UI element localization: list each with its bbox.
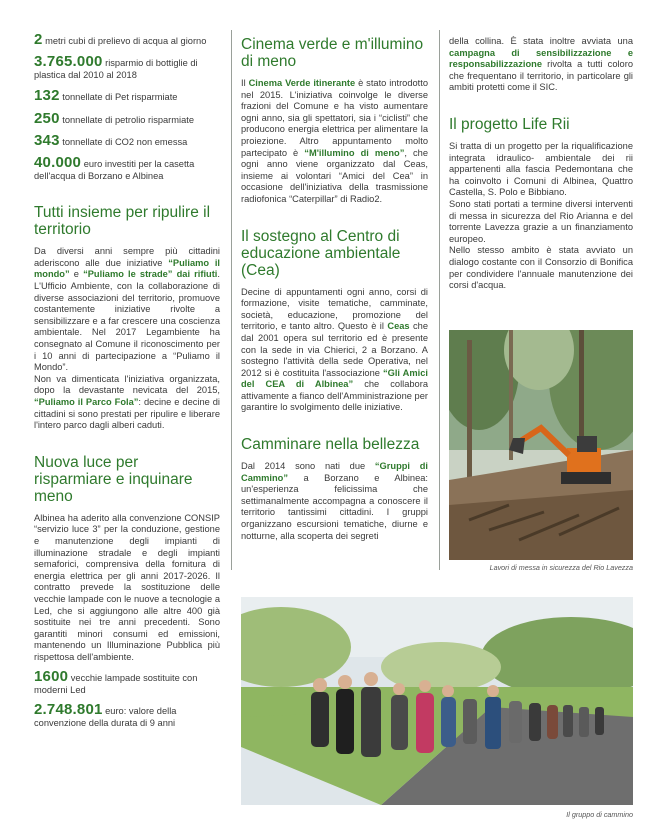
cea-paragraph: Decine di appuntamenti ogni anno, corsi di formazione, visite tematiche, camminate, società, educazione, promozione del territorio, e tanto altro. Questo è il Ceas che dal 2001 opera sul territorio ed è presente con la sede in via Chierici, 2 a Borzano. A sostegno l'attività della sede Operativa, nel 2012 si è costituita l'associazione “Gli Amici del CEA di Albinea” che collabora attivamente a fianco dell'Amministrazione per garantire lo svolgimento delle iniziative. bbox=[241, 286, 428, 413]
section-title-cleanup: Tutti insieme per ripulire il territorio bbox=[34, 204, 211, 239]
section-title-walking: Camminare nella bellezza bbox=[241, 436, 420, 454]
life-rii-paragraph-3: Nello stesso ambito è stata avviato un dialogo costante con il Consorzio di Bonifica per condividere l'annuale manutenzione dei corsi d'acqua. bbox=[449, 245, 633, 291]
section-title-life-rii: Il progetto Life Rii bbox=[449, 115, 570, 133]
column-divider bbox=[439, 30, 440, 570]
section-title-lighting: Nuova luce per risparmiare e inquinare meno bbox=[34, 453, 193, 505]
excavator-photo bbox=[449, 330, 633, 560]
stat-item: 1600 vecchie lampade sostituite con moderni Led bbox=[34, 668, 198, 695]
life-rii-paragraph-2: Sono stati portati a termine diversi interventi di messa in sicurezza del Rio Arianna e del torrente Lavezza grazie a un finanziamento europeo. bbox=[449, 198, 633, 244]
walkers-caption: Il gruppo di cammino bbox=[566, 810, 633, 819]
column-divider bbox=[231, 30, 232, 570]
section-title-cinema: Cinema verde e m'illumino di meno bbox=[241, 36, 424, 70]
column-right bbox=[449, 0, 633, 292]
stats-list bbox=[34, 31, 220, 182]
column-left bbox=[34, 0, 220, 729]
stat-item: 2 metri cubi di prelievo di acqua al giorno bbox=[34, 31, 207, 48]
lighting-paragraph: Albinea ha aderito alla convenzione CONSIP “servizio luce 3” per la conduzione, gestione e manutenzione degli impianti di illuminazione stradale e degli impianti semaforici, comprensiva della fornitura di energia elettrica per gli anni 2017-2026. Il contratto prevede la sostituzione delle vecchie lampade con le nuove a tecnologie a Led, che si aggiungono alle altre 400 già sostituite nei tre anni precedenti. Sono garantiti minori consumi ed emissioni, mantenendo un Illuminazione Pubblica più rispettosa dell'ambiente. bbox=[34, 512, 220, 662]
walkers-illustration bbox=[241, 597, 633, 805]
cleanup-paragraph-2: Non va dimenticata l'iniziativa organizzata, dopo la devastante nevicata del 2015, “Puliamo il Parco Fola”: decine e decine di cittadini si sono prestati per ripulire e liberare l'intero parco dagli alberi caduti. bbox=[34, 373, 220, 431]
stat-item: 250 tonnellate di petrolio risparmiate bbox=[34, 109, 195, 127]
stat-item: 40.000 euro investiti per la casetta dell'acqua di Borzano e Albinea bbox=[34, 154, 195, 181]
column-middle bbox=[241, 0, 428, 542]
section-title-cea: Il sostegno al Centro di educazione ambientale (Cea) bbox=[241, 227, 401, 279]
stat-item: 3.765.000 risparmio di bottiglie di plastica dal 2010 al 2018 bbox=[34, 53, 198, 80]
walking-continued-paragraph: della collina. È stata inoltre avviata una campagna di sensibilizzazione e responsabilizzazione rivolta a tutti coloro che frequentano il territorio, in particolare gli ambiti protetti come il SIC. bbox=[449, 36, 633, 93]
excavator-illustration bbox=[449, 330, 633, 560]
stat-item: 2.748.801 euro: valore della convenzione della durata di 9 anni bbox=[34, 701, 177, 728]
stat-item: 343 tonnellate di CO2 non emessa bbox=[34, 132, 188, 150]
cleanup-paragraph-1: Da diversi anni sempre più cittadini aderiscono alle due iniziative “Puliamo il mondo” e “Puliamo le strade” dai rifiuti. L'Ufficio Ambiente, con la collaborazione di diverse associazioni del territorio, promuove costantemente iniziative rivolte a sensibilizzare e a far crescere una coscienza ambientale. Nel 2017 Legambiente ha consegnato al Comune il riconoscimento per i 10 anni di partecipazione a “Puliamo il Mondo”. bbox=[34, 246, 221, 373]
excavator-caption: Lavori di messa in sicurezza del Rio Lavezza bbox=[489, 563, 633, 572]
walking-paragraph: Dal 2014 sono nati due “Gruppi di Cammino” a Borzano e Albinea: un'esperienza felicissima che settimanalmente accompagna a conoscere il territorio tantissimi cittadini. I gruppi organizzano escursioni tematiche, diurne e notturne, alla scoperta dei segreti bbox=[241, 461, 428, 541]
stat-item: 132 tonnellate di Pet risparmiate bbox=[34, 87, 178, 105]
life-rii-paragraph-1: Si tratta di un progetto per la riqualificazione integrata idraulico- ambientale dei rii appartenenti alla fascia Pedemontana che ha coinvolto i Comuni di Albinea, Quattro Castella, S. Polo e Bibbiano. bbox=[449, 140, 633, 198]
walkers-photo bbox=[241, 597, 633, 805]
cinema-paragraph: Il Cinema Verde itinerante è stato introdotto nel 2015. L'iniziativa coinvolge le diverse frazioni del Comune e ha visto aumentare ogni anno, sia gli spettatori, sia i “ciclisti” che producono energia elettrica per alimentare la proiezione. Altro appuntamento molto partecipato è “M'illumino di meno”, che ogni anno viene organizzato dal Ceas, insieme ai volontari “Amici del Cea” in occasione dell'iniziativa della trasmissione radiofonica “Caterpillar” di Radio2. bbox=[241, 78, 429, 204]
